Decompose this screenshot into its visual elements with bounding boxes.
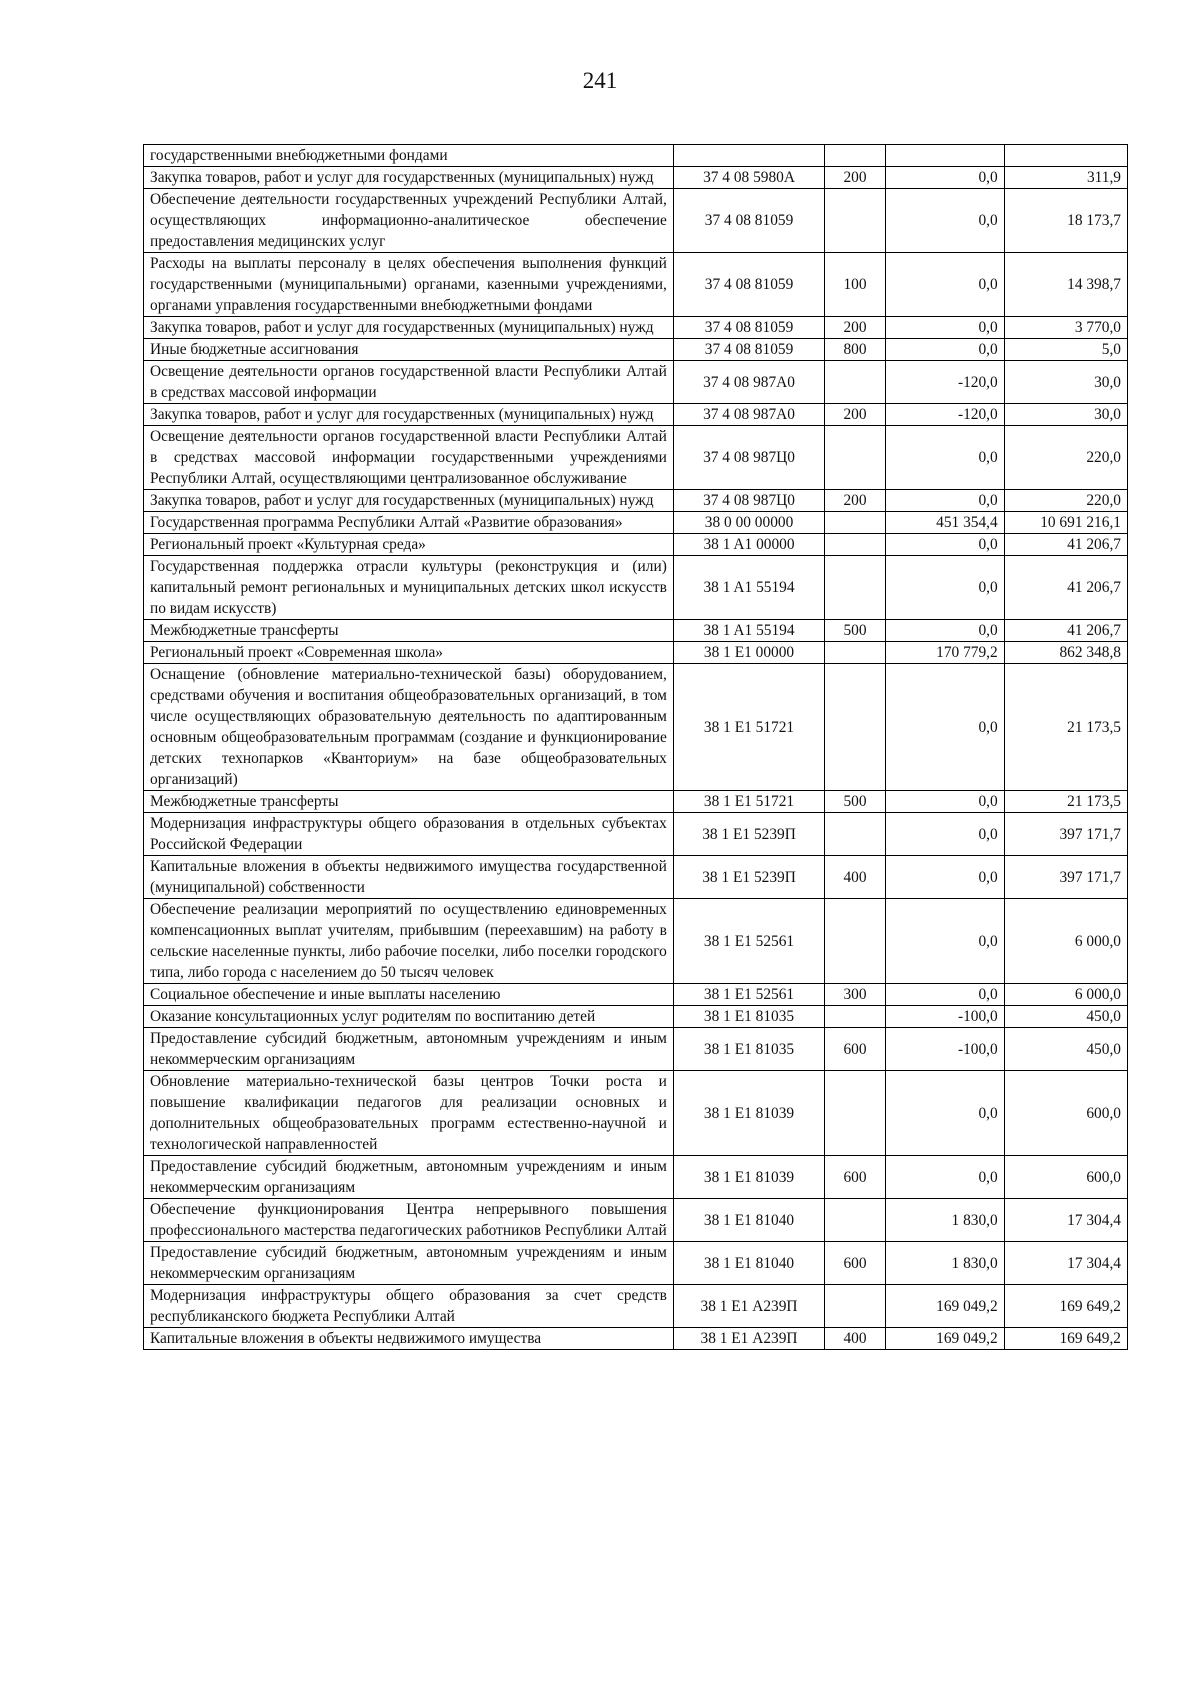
total-amount-cell: 3 770,0	[1004, 317, 1127, 339]
table-row	[144, 167, 1128, 189]
total-amount-cell: 41 206,7	[1004, 620, 1127, 642]
table-row	[144, 1156, 1128, 1199]
target-code-cell: 38 0 00 00000	[673, 512, 824, 534]
total-amount-cell: 169 649,2	[1004, 1285, 1127, 1328]
total-amount-cell: 10 691 216,1	[1004, 512, 1127, 534]
table-row	[144, 556, 1128, 620]
row-name-cell: Модернизация инфраструктуры общего образования за счет средств республиканского бюджета Республики Алтай	[144, 1285, 674, 1328]
change-amount-cell: 169 049,2	[885, 1285, 1004, 1328]
total-amount-cell: 5,0	[1004, 339, 1127, 361]
target-code-cell: 38 1 E1 81040	[673, 1242, 824, 1285]
row-name-cell: Модернизация инфраструктуры общего образования в отдельных субъектах Российской Федерации	[144, 813, 674, 856]
page-number: 241	[582, 68, 618, 93]
total-amount-cell: 600,0	[1004, 1071, 1127, 1156]
change-amount-cell: -120,0	[885, 361, 1004, 404]
target-code-cell: 38 1 E1 81039	[673, 1071, 824, 1156]
total-amount-cell: 21 173,5	[1004, 664, 1127, 791]
target-code-cell: 38 1 E1 А239П	[673, 1328, 824, 1350]
expense-type-cell: 300	[825, 984, 886, 1006]
target-code-cell: 38 1 A1 00000	[673, 534, 824, 556]
table-row	[144, 1028, 1128, 1071]
expense-type-cell	[825, 1199, 886, 1242]
table-row	[144, 361, 1128, 404]
expense-type-cell	[825, 534, 886, 556]
total-amount-cell	[1004, 145, 1127, 167]
row-name-cell: Закупка товаров, работ и услуг для государственных (муниципальных) нужд	[144, 490, 674, 512]
table-row	[144, 856, 1128, 899]
total-amount-cell: 41 206,7	[1004, 534, 1127, 556]
expense-type-cell: 200	[825, 167, 886, 189]
change-amount-cell: 0,0	[885, 339, 1004, 361]
table-row	[144, 512, 1128, 534]
row-name-cell: Закупка товаров, работ и услуг для государственных (муниципальных) нужд	[144, 404, 674, 426]
change-amount-cell: -100,0	[885, 1028, 1004, 1071]
target-code-cell	[673, 145, 824, 167]
change-amount-cell: 0,0	[885, 1071, 1004, 1156]
table-row	[144, 1285, 1128, 1328]
target-code-cell: 37 4 08 81059	[673, 339, 824, 361]
total-amount-cell: 30,0	[1004, 361, 1127, 404]
table-row	[144, 253, 1128, 317]
total-amount-cell: 311,9	[1004, 167, 1127, 189]
expense-type-cell: 100	[825, 253, 886, 317]
row-name-cell: Освещение деятельности органов государственной власти Республики Алтай в средствах массовой информации государственными учреждениями Республики Алтай, осуществляющими централизованное обслуживание	[144, 426, 674, 490]
total-amount-cell: 450,0	[1004, 1006, 1127, 1028]
target-code-cell: 37 4 08 5980А	[673, 167, 824, 189]
expense-type-cell: 200	[825, 404, 886, 426]
row-name-cell: Предоставление субсидий бюджетным, автономным учреждениям и иным некоммерческим организациям	[144, 1242, 674, 1285]
total-amount-cell: 600,0	[1004, 1156, 1127, 1199]
expense-type-cell: 200	[825, 490, 886, 512]
table-row	[144, 1328, 1128, 1350]
total-amount-cell: 14 398,7	[1004, 253, 1127, 317]
expense-type-cell: 600	[825, 1242, 886, 1285]
row-name-cell: Межбюджетные трансферты	[144, 791, 674, 813]
expense-type-cell	[825, 664, 886, 791]
target-code-cell: 37 4 08 987Ц0	[673, 426, 824, 490]
table-row	[144, 490, 1128, 512]
expense-type-cell: 400	[825, 1328, 886, 1350]
table-row	[144, 145, 1128, 167]
change-amount-cell: -100,0	[885, 1006, 1004, 1028]
expense-type-cell: 500	[825, 620, 886, 642]
change-amount-cell: 0,0	[885, 664, 1004, 791]
change-amount-cell: 0,0	[885, 1156, 1004, 1199]
expense-type-cell	[825, 1285, 886, 1328]
target-code-cell: 38 1 E1 00000	[673, 642, 824, 664]
change-amount-cell	[885, 145, 1004, 167]
total-amount-cell: 169 649,2	[1004, 1328, 1127, 1350]
row-name-cell: Закупка товаров, работ и услуг для государственных (муниципальных) нужд	[144, 167, 674, 189]
row-name-cell: Оказание консультационных услуг родителям по воспитанию детей	[144, 1006, 674, 1028]
change-amount-cell: 0,0	[885, 253, 1004, 317]
expense-type-cell: 600	[825, 1028, 886, 1071]
change-amount-cell: 0,0	[885, 167, 1004, 189]
expense-type-cell	[825, 1071, 886, 1156]
row-name-cell: Социальное обеспечение и иные выплаты населению	[144, 984, 674, 1006]
table-row	[144, 1242, 1128, 1285]
expense-type-cell	[825, 813, 886, 856]
target-code-cell: 38 1 E1 А239П	[673, 1285, 824, 1328]
row-name-cell: Капитальные вложения в объекты недвижимого имущества	[144, 1328, 674, 1350]
change-amount-cell: 170 779,2	[885, 642, 1004, 664]
change-amount-cell: 0,0	[885, 426, 1004, 490]
table-row	[144, 664, 1128, 791]
row-name-cell: Региональный проект «Культурная среда»	[144, 534, 674, 556]
row-name-cell: Обеспечение функционирования Центра непрерывного повышения профессионального мастерства педагогических работников Республики Алтай	[144, 1199, 674, 1242]
change-amount-cell: 0,0	[885, 490, 1004, 512]
total-amount-cell: 6 000,0	[1004, 984, 1127, 1006]
change-amount-cell: 0,0	[885, 791, 1004, 813]
row-name-cell: Межбюджетные трансферты	[144, 620, 674, 642]
target-code-cell: 38 1 A1 55194	[673, 620, 824, 642]
total-amount-cell: 17 304,4	[1004, 1242, 1127, 1285]
expense-type-cell	[825, 189, 886, 253]
expense-type-cell: 800	[825, 339, 886, 361]
table-row	[144, 813, 1128, 856]
target-code-cell: 38 1 E1 51721	[673, 791, 824, 813]
target-code-cell: 38 1 E1 5239П	[673, 856, 824, 899]
row-name-cell: Обеспечение деятельности государственных учреждений Республики Алтай, осуществляющих информационно-аналитическое обеспечение предоставления медицинских услуг	[144, 189, 674, 253]
total-amount-cell: 18 173,7	[1004, 189, 1127, 253]
target-code-cell: 38 1 E1 81035	[673, 1028, 824, 1071]
expense-type-cell	[825, 899, 886, 984]
change-amount-cell: 1 830,0	[885, 1199, 1004, 1242]
total-amount-cell: 41 206,7	[1004, 556, 1127, 620]
change-amount-cell: 0,0	[885, 984, 1004, 1006]
table-row	[144, 620, 1128, 642]
expense-type-cell	[825, 1006, 886, 1028]
table-row	[144, 404, 1128, 426]
total-amount-cell: 220,0	[1004, 490, 1127, 512]
expense-type-cell: 400	[825, 856, 886, 899]
target-code-cell: 38 1 E1 52561	[673, 899, 824, 984]
row-name-cell: Обновление материально-технической базы центров Точки роста и повышение квалификации педагогов для реализации основных и дополнительных общеобразовательных программ естественно-научной и технологической направленностей	[144, 1071, 674, 1156]
expense-type-cell	[825, 361, 886, 404]
target-code-cell: 37 4 08 987Ц0	[673, 490, 824, 512]
change-amount-cell: 1 830,0	[885, 1242, 1004, 1285]
target-code-cell: 37 4 08 81059	[673, 317, 824, 339]
budget-table	[143, 144, 1128, 1350]
total-amount-cell: 397 171,7	[1004, 813, 1127, 856]
expense-type-cell: 200	[825, 317, 886, 339]
change-amount-cell: -120,0	[885, 404, 1004, 426]
table-row	[144, 1071, 1128, 1156]
row-name-cell: Государственная поддержка отрасли культуры (реконструкция и (или) капитальный ремонт региональных и муниципальных детских школ искусств по видам искусств)	[144, 556, 674, 620]
table-row	[144, 1006, 1128, 1028]
row-name-cell: Расходы на выплаты персоналу в целях обеспечения выполнения функций государственными (муниципальными) органами, казенными учреждениями, органами управления государственными внебюджетными фондами	[144, 253, 674, 317]
expense-type-cell: 600	[825, 1156, 886, 1199]
expense-type-cell	[825, 642, 886, 664]
change-amount-cell: 0,0	[885, 620, 1004, 642]
target-code-cell: 37 4 08 81059	[673, 189, 824, 253]
table-row	[144, 534, 1128, 556]
row-name-cell: Предоставление субсидий бюджетным, автономным учреждениям и иным некоммерческим организациям	[144, 1028, 674, 1071]
change-amount-cell: 0,0	[885, 813, 1004, 856]
change-amount-cell: 451 354,4	[885, 512, 1004, 534]
change-amount-cell: 0,0	[885, 556, 1004, 620]
row-name-cell: Предоставление субсидий бюджетным, автономным учреждениям и иным некоммерческим организациям	[144, 1156, 674, 1199]
target-code-cell: 37 4 08 987А0	[673, 361, 824, 404]
row-name-cell: Закупка товаров, работ и услуг для государственных (муниципальных) нужд	[144, 317, 674, 339]
table-row	[144, 339, 1128, 361]
change-amount-cell: 0,0	[885, 317, 1004, 339]
table-row	[144, 984, 1128, 1006]
row-name-cell: Иные бюджетные ассигнования	[144, 339, 674, 361]
table-row	[144, 189, 1128, 253]
budget-table-body	[144, 145, 1128, 1350]
table-row	[144, 317, 1128, 339]
change-amount-cell: 0,0	[885, 189, 1004, 253]
total-amount-cell: 6 000,0	[1004, 899, 1127, 984]
target-code-cell: 37 4 08 987А0	[673, 404, 824, 426]
expense-type-cell	[825, 556, 886, 620]
row-name-cell: Капитальные вложения в объекты недвижимого имущества государственной (муниципальной) собственности	[144, 856, 674, 899]
table-row	[144, 1199, 1128, 1242]
change-amount-cell: 0,0	[885, 856, 1004, 899]
target-code-cell: 38 1 E1 5239П	[673, 813, 824, 856]
expense-type-cell	[825, 512, 886, 534]
row-name-cell: Государственная программа Республики Алтай «Развитие образования»	[144, 512, 674, 534]
expense-type-cell	[825, 426, 886, 490]
target-code-cell: 37 4 08 81059	[673, 253, 824, 317]
expense-type-cell: 500	[825, 791, 886, 813]
total-amount-cell: 397 171,7	[1004, 856, 1127, 899]
total-amount-cell: 17 304,4	[1004, 1199, 1127, 1242]
row-name-cell: Региональный проект «Современная школа»	[144, 642, 674, 664]
table-row	[144, 899, 1128, 984]
row-name-cell: Освещение деятельности органов государственной власти Республики Алтай в средствах массовой информации	[144, 361, 674, 404]
table-row	[144, 791, 1128, 813]
total-amount-cell: 21 173,5	[1004, 791, 1127, 813]
target-code-cell: 38 1 E1 81039	[673, 1156, 824, 1199]
target-code-cell: 38 1 E1 51721	[673, 664, 824, 791]
row-name-cell: Обеспечение реализации мероприятий по осуществлению единовременных компенсационных выплат учителям, прибывшим (переехавшим) на работу в сельские населенные пункты, либо рабочие поселки, либо поселки городского типа, либо города с населением до 50 тысяч человек	[144, 899, 674, 984]
target-code-cell: 38 1 E1 81035	[673, 1006, 824, 1028]
table-row	[144, 426, 1128, 490]
change-amount-cell: 0,0	[885, 899, 1004, 984]
change-amount-cell: 0,0	[885, 534, 1004, 556]
target-code-cell: 38 1 E1 81040	[673, 1199, 824, 1242]
target-code-cell: 38 1 A1 55194	[673, 556, 824, 620]
total-amount-cell: 450,0	[1004, 1028, 1127, 1071]
total-amount-cell: 220,0	[1004, 426, 1127, 490]
row-name-cell: Оснащение (обновление материально-технической базы) оборудованием, средствами обучения и воспитания общеобразовательных организаций, в том числе осуществляющих образовательную деятельность по адаптированным основным общеобразовательным программам (создание и функционирование детских технопарков «Кванториум» на базе общеобразовательных организаций)	[144, 664, 674, 791]
total-amount-cell: 862 348,8	[1004, 642, 1127, 664]
expense-type-cell	[825, 145, 886, 167]
target-code-cell: 38 1 E1 52561	[673, 984, 824, 1006]
total-amount-cell: 30,0	[1004, 404, 1127, 426]
change-amount-cell: 169 049,2	[885, 1328, 1004, 1350]
table-row	[144, 642, 1128, 664]
row-name-cell: государственными внебюджетными фондами	[144, 145, 674, 167]
